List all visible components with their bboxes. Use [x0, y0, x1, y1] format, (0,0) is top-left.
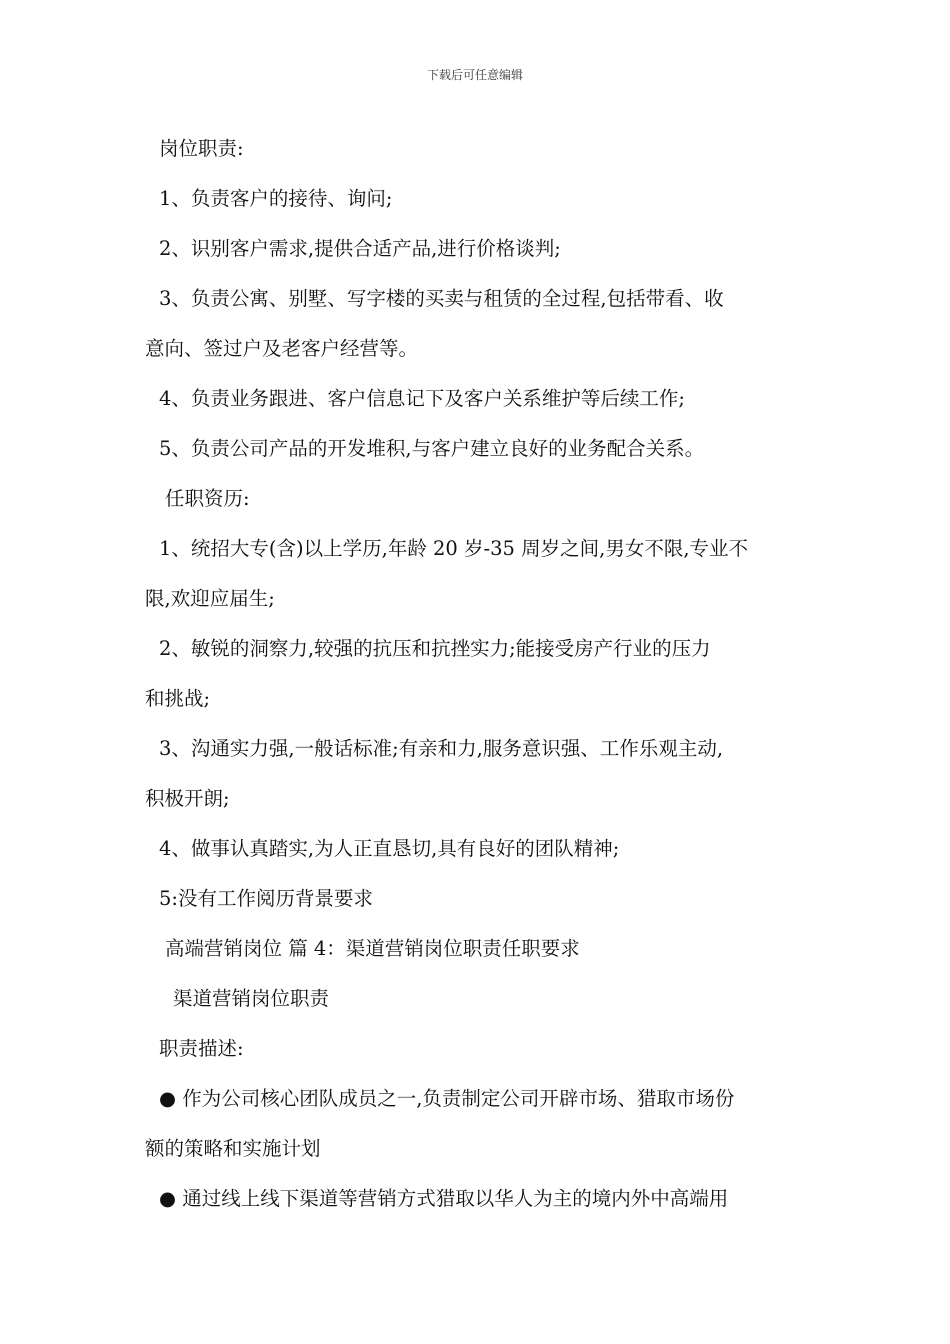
qualification-item-5: 5:没有工作阅历背景要求	[159, 887, 373, 910]
page-header-note: 下载后可任意编辑	[426, 68, 523, 82]
bullet-item-2: ● 通过线上线下渠道等营销方式猎取以华人为主的境内外中高端用	[159, 1187, 729, 1210]
duty-item-3: 3、负责公寓、别墅、写字楼的买卖与租赁的全过程,包括带看、收	[159, 287, 724, 310]
qualification-item-3: 3、沟通实力强,一般话标准;有亲和力,服务意识强、工作乐观主动,	[159, 737, 724, 760]
duty-item-4: 4、负责业务跟进、客户信息记下及客户关系维护等后续工作;	[159, 387, 685, 410]
duty-item-5: 5、负责公司产品的开发堆积,与客户建立良好的业务配合关系。	[159, 437, 705, 460]
section-heading-duties: 岗位职责:	[159, 137, 244, 160]
subsection-heading-description: 职责描述:	[159, 1037, 244, 1060]
qualification-item-2: 2、敏锐的洞察力,较强的抗压和抗挫实力;能接受房产行业的压力	[159, 637, 711, 660]
qualification-item-1: 1、统招大专(含)以上学历,年龄 20 岁-35 周岁之间,男女不限,专业不	[159, 537, 749, 560]
qualification-item-2-continued: 和挑战;	[145, 687, 211, 710]
duty-item-2: 2、识别客户需求,提供合适产品,进行价格谈判;	[159, 237, 561, 260]
bullet-item-1: ● 作为公司核心团队成员之一,负责制定公司开辟市场、猎取市场份	[159, 1087, 735, 1110]
qualification-item-3-continued: 积极开朗;	[145, 787, 230, 810]
qualification-item-4: 4、做事认真踏实,为人正直恳切,具有良好的团队精神;	[159, 837, 620, 860]
duty-item-3-continued: 意向、签过户及老客户经营等。	[145, 337, 419, 360]
section-title-channel-marketing: 高端营销岗位 篇 4：渠道营销岗位职责任职要求	[165, 937, 580, 960]
qualification-item-1-continued: 限,欢迎应届生;	[145, 587, 275, 610]
subsection-heading-channel-duties: 渠道营销岗位职责	[173, 987, 330, 1010]
duty-item-1: 1、负责客户的接待、询问;	[159, 187, 393, 210]
bullet-item-1-continued: 额的策略和实施计划	[145, 1137, 321, 1160]
document-body	[145, 132, 810, 1232]
section-heading-qualifications: 任职资历:	[165, 487, 250, 510]
